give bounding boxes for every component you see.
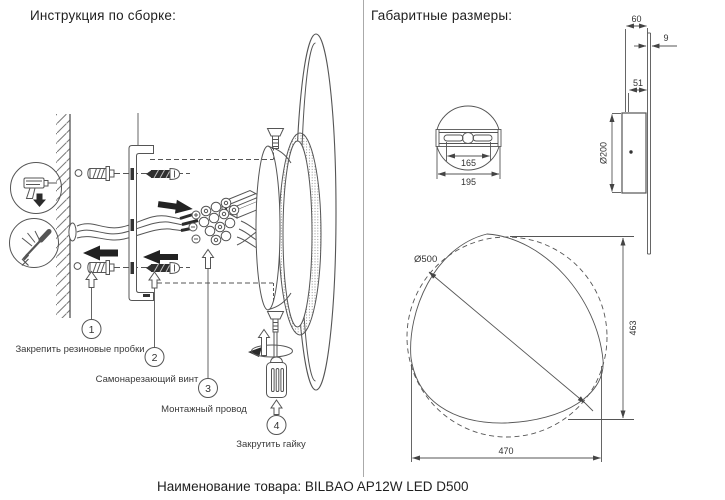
step-1-number: 1 — [88, 323, 95, 336]
shade-outline — [411, 234, 604, 423]
dim-bracket-length: 195 — [460, 177, 477, 187]
wall-hole-bottom — [74, 263, 81, 270]
bracket-top-view — [436, 106, 501, 179]
diameter-line — [429, 272, 585, 403]
mounting-bracket — [129, 113, 154, 301]
dim-offset-top: 60 — [631, 14, 642, 24]
wall-plug-top — [88, 167, 114, 181]
front-view — [407, 234, 634, 462]
top-bolt — [268, 129, 284, 149]
no-power-screwdriver-icon — [10, 219, 59, 268]
wire-outlet — [69, 223, 76, 241]
step-4-number: 4 — [273, 419, 280, 432]
screw-left-arrow — [143, 250, 178, 264]
dim-panel-thickness: 9 — [663, 33, 669, 43]
decorative-nut — [248, 312, 293, 398]
step-3-label: Монтажный провод — [161, 404, 247, 415]
mains-wires — [77, 214, 198, 240]
step-3-number: 3 — [205, 382, 211, 395]
wall-hole-top — [75, 170, 82, 177]
assembly-title: Инструкция по сборке: — [30, 8, 177, 23]
wall-hatch — [56, 114, 70, 318]
mount-dot — [629, 150, 632, 153]
push-left-arrow — [83, 246, 118, 261]
step1-arrow — [86, 272, 97, 288]
led-ring — [279, 133, 321, 335]
step-1-label: Закрепить резиновые пробки — [15, 344, 145, 355]
dim-base-depth: 51 — [632, 78, 644, 88]
dim-shade-height: 463 — [628, 320, 638, 336]
drill-icon — [11, 163, 62, 214]
connect-right-arrow — [157, 197, 194, 216]
dimension-drawings — [407, 26, 677, 462]
dim-hole-spacing: 165 — [460, 158, 477, 168]
self-tapping-screw-top — [146, 169, 180, 180]
step2-arrow — [149, 272, 160, 288]
step-4-label: Закрутить гайку — [236, 439, 306, 450]
step4-arrow — [271, 400, 282, 415]
side-view — [612, 26, 677, 254]
step-2-number: 2 — [151, 351, 158, 364]
dimensions-title: Габаритные размеры: — [371, 8, 513, 23]
dim-shade-diameter: Ø500 — [414, 254, 438, 265]
dim-base-diameter: Ø200 — [598, 141, 609, 165]
step-2-label: Самонарезающий винт — [95, 374, 199, 385]
dim-shade-width: 470 — [498, 446, 514, 456]
product-caption: Наименование товара: BILBAO AP12W LED D500 — [157, 479, 469, 494]
step3-arrow — [203, 250, 214, 269]
self-tapping-screw-bottom — [146, 263, 180, 274]
